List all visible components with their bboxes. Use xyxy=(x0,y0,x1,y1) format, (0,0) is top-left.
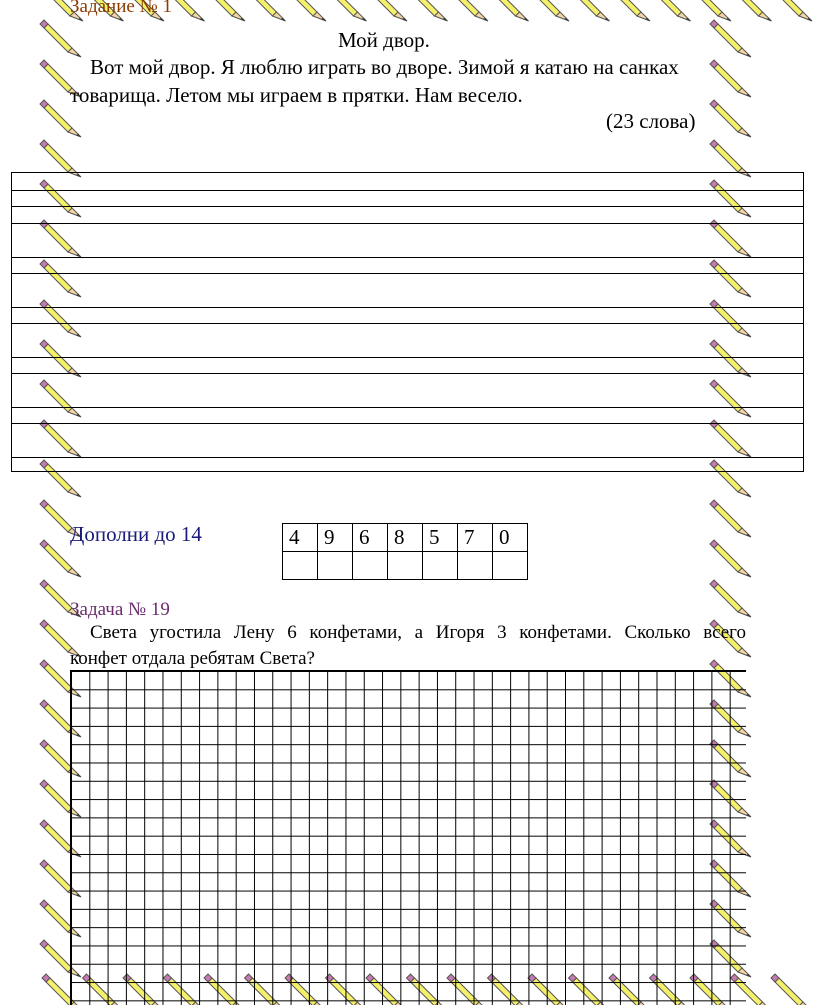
pencil-icon xyxy=(447,0,488,21)
pencil-icon xyxy=(650,0,691,21)
writing-line xyxy=(12,257,803,258)
complement-label: Дополни до 14 xyxy=(70,522,202,546)
writing-line xyxy=(12,407,803,408)
pencil-icon xyxy=(609,0,650,21)
pencil-icon xyxy=(710,540,751,577)
complement-number: 7 xyxy=(458,524,493,552)
writing-line xyxy=(12,307,803,308)
answer-cell[interactable] xyxy=(353,552,388,580)
pencil-icon xyxy=(285,0,326,21)
answer-cell[interactable] xyxy=(318,552,353,580)
complement-number: 8 xyxy=(388,524,423,552)
answer-cell[interactable] xyxy=(388,552,423,580)
pencil-icon xyxy=(40,20,81,57)
pencil-icon xyxy=(710,500,751,537)
complement-numbers-row xyxy=(283,524,528,552)
problem-line-2: конфет отдала ребятам Света? xyxy=(70,648,315,669)
writing-line xyxy=(12,323,803,324)
writing-line xyxy=(12,223,803,224)
story-title: Мой двор. xyxy=(338,28,430,52)
writing-line xyxy=(12,373,803,374)
writing-line xyxy=(12,206,803,207)
story-line-1: Вот мой двор. Я люблю играть во дворе. Зимой я катаю на санках xyxy=(90,55,679,79)
pencil-icon xyxy=(690,0,731,21)
pencil-icon xyxy=(569,0,610,21)
writing-line xyxy=(12,357,803,358)
pencil-icon xyxy=(710,20,751,57)
writing-line xyxy=(12,190,803,191)
complement-answers-row[interactable] xyxy=(283,552,528,580)
pencil-icon xyxy=(407,0,448,21)
writing-line xyxy=(12,273,803,274)
writing-lines-area[interactable] xyxy=(11,172,804,472)
squared-grid-area[interactable] xyxy=(70,670,746,1005)
pencil-icon xyxy=(245,0,286,21)
pencil-icon xyxy=(528,0,569,21)
pencil-icon xyxy=(710,100,751,137)
writing-line xyxy=(12,423,803,424)
pencil-icon xyxy=(731,0,772,21)
problem-heading: Задача № 19 xyxy=(70,599,170,620)
pencil-icon xyxy=(326,0,367,21)
pencil-icon xyxy=(488,0,529,21)
word-count: (23 слова) xyxy=(606,109,696,133)
answer-cell[interactable] xyxy=(283,552,318,580)
answer-cell[interactable] xyxy=(458,552,493,580)
problem-line-1: Света угостила Лену 6 конфетами, а Игоря 3 конфетами. Сколько всего xyxy=(90,622,746,643)
pencil-icon xyxy=(710,580,751,617)
complement-table xyxy=(282,523,528,580)
writing-line xyxy=(12,457,803,458)
answer-cell[interactable] xyxy=(423,552,458,580)
answer-cell[interactable] xyxy=(493,552,528,580)
complement-number: 0 xyxy=(493,524,528,552)
complement-number: 4 xyxy=(283,524,318,552)
pencil-icon xyxy=(204,0,245,21)
story-line-2: товарища. Летом мы играем в прятки. Нам весело. xyxy=(70,83,523,107)
complement-number: 6 xyxy=(353,524,388,552)
complement-number: 5 xyxy=(423,524,458,552)
pencil-icon xyxy=(771,0,812,21)
pencil-icon xyxy=(366,0,407,21)
pencil-icon xyxy=(771,974,812,1005)
task-heading: Задание № 1 xyxy=(70,0,172,17)
complement-number: 9 xyxy=(318,524,353,552)
